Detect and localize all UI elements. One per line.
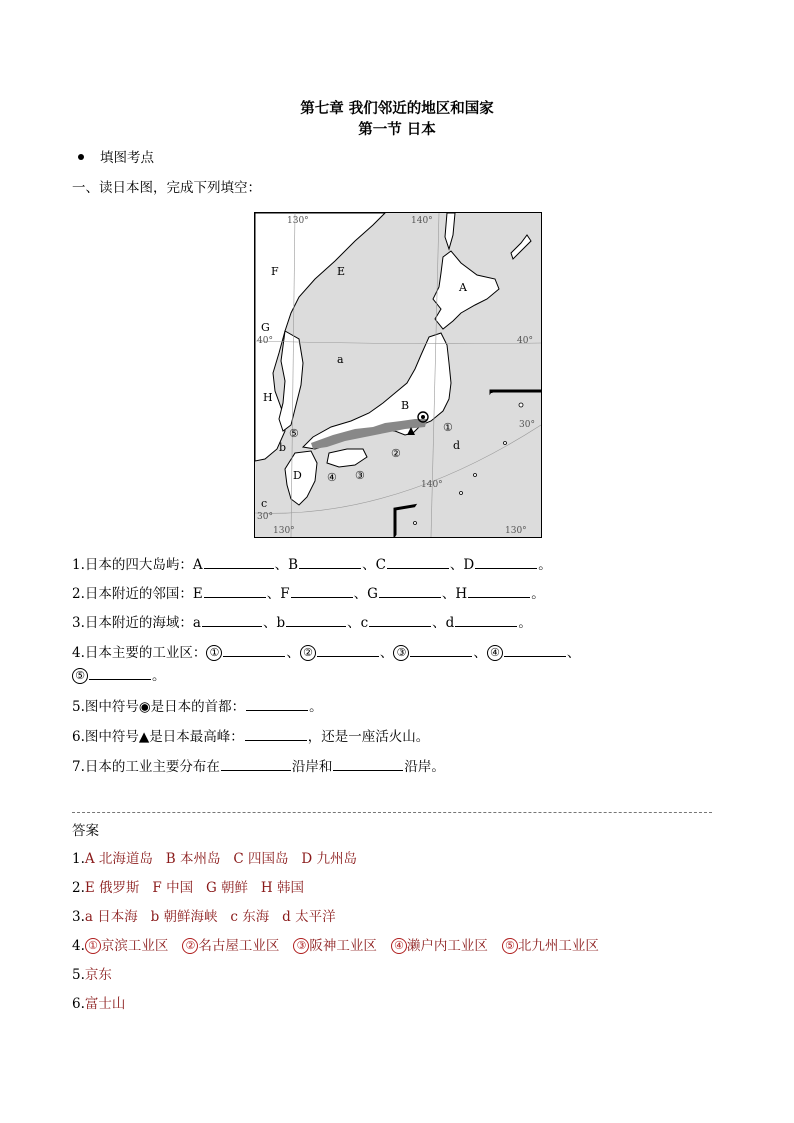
answer-blank[interactable]	[387, 555, 449, 569]
answer-text: E 俄罗斯 F 中国 G 朝鲜 H 韩国	[84, 880, 304, 896]
question-5	[72, 695, 323, 715]
circled-number: ④	[391, 938, 407, 954]
circled-number: ①	[85, 938, 101, 954]
question-7-mid: 沿岸和	[291, 759, 333, 775]
q3-label: c	[360, 615, 369, 631]
answer-blank[interactable]	[204, 555, 274, 569]
circled-number: ⑤	[72, 668, 88, 684]
island-dot	[504, 442, 507, 445]
deg-label: 130°	[505, 526, 527, 536]
answer-text: 名古屋工业区	[198, 938, 280, 954]
answer-blank[interactable]	[379, 584, 441, 598]
answers-heading: 答案	[72, 823, 99, 839]
japan-map-svg	[255, 213, 541, 537]
map-label-A: A	[459, 281, 467, 294]
map-label-D: D	[293, 469, 302, 482]
map-label-c: c	[261, 497, 268, 510]
answer-blank[interactable]	[246, 697, 308, 711]
answer-blank[interactable]	[89, 666, 151, 680]
answer-text: a 日本海 b 朝鲜海峡 c 东海 d 太平洋	[84, 909, 336, 925]
answer-5	[72, 963, 112, 983]
answer-blank[interactable]	[299, 555, 361, 569]
q3-end: 。	[518, 615, 532, 631]
question-6	[72, 725, 429, 745]
capital-symbol-icon: ◉	[138, 699, 151, 715]
answer-num: 1.	[72, 851, 85, 867]
answer-blank[interactable]	[333, 757, 403, 771]
circled-number: ③	[293, 938, 309, 954]
question-1: 1.日本的四大岛屿：A 、B 、C 、D 。	[72, 557, 552, 573]
q2-label: H	[455, 586, 468, 602]
answer-blank[interactable]	[475, 555, 537, 569]
map-label-b: b	[279, 441, 287, 454]
answer-num: 6.	[72, 996, 85, 1012]
answer-6	[72, 992, 125, 1012]
answer-blank[interactable]	[317, 643, 379, 657]
q1-label: B	[288, 557, 299, 573]
question-3: 3.日本附近的海域：a 、b 、c 、d 。	[72, 615, 532, 631]
circled-number: ②	[182, 938, 198, 954]
bullet-heading-row	[78, 146, 154, 166]
answer-2	[72, 876, 304, 896]
answer-3	[72, 905, 336, 925]
question-6-mid: ，还是一座活火山。	[307, 729, 430, 745]
map-label-B: B	[401, 399, 410, 412]
q1-label: A	[192, 557, 203, 573]
deg-label: 30°	[519, 420, 535, 430]
answer-blank[interactable]	[202, 613, 262, 627]
q1-label: C	[375, 557, 386, 573]
q1-end: 。	[538, 557, 552, 573]
question-7-end: 沿岸。	[404, 759, 445, 775]
answer-blank[interactable]	[455, 613, 517, 627]
answer-text: 京滨工业区	[100, 938, 169, 954]
q2-end: 。	[531, 586, 545, 602]
answer-blank[interactable]	[291, 584, 353, 598]
section-title: 第一节 日本	[358, 122, 436, 138]
map-label-2: ②	[391, 447, 401, 460]
answer-num: 2.	[72, 880, 85, 896]
q1-label: D	[463, 557, 475, 573]
map-label-d: d	[453, 439, 461, 452]
question-5-text: 5.图中符号	[72, 699, 139, 715]
map-label-E: E	[337, 265, 346, 278]
chapter-title: 第七章 我们邻近的地区和国家	[300, 101, 494, 117]
bullet-heading: 填图考点	[100, 150, 154, 166]
question-7	[72, 755, 445, 775]
circled-number: ⑤	[502, 938, 518, 954]
bullet-icon	[78, 154, 84, 160]
circled-number: ②	[300, 645, 316, 661]
map-label-4: ④	[327, 471, 337, 484]
circled-number: ③	[393, 645, 409, 661]
q2-label: G	[367, 586, 378, 602]
peak-triangle-icon: ▲	[138, 729, 150, 745]
deg-label: 40°	[257, 336, 273, 346]
q2-label: F	[280, 586, 290, 602]
japan-map	[254, 212, 542, 538]
answer-text: A 北海道岛 B 本州岛 C 四国岛 D 九州岛	[84, 851, 357, 867]
deg-label: 30°	[257, 512, 273, 522]
deg-label: 140°	[421, 480, 443, 490]
divider	[72, 812, 712, 813]
q3-label: a	[192, 615, 201, 631]
map-label-H: H	[263, 391, 273, 404]
map-label-G: G	[261, 321, 270, 334]
deg-label: 130°	[273, 526, 295, 536]
answer-text: 濑户内工业区	[406, 938, 488, 954]
deg-label: 40°	[517, 336, 533, 346]
map-label-5: ⑤	[289, 427, 299, 440]
answer-num: 5.	[72, 967, 85, 983]
circled-number: ①	[206, 645, 222, 661]
q3-label: d	[445, 615, 455, 631]
answer-blank[interactable]	[204, 584, 266, 598]
answer-text: 北九州工业区	[517, 938, 599, 954]
answer-blank[interactable]	[221, 757, 291, 771]
answer-blank[interactable]	[369, 613, 431, 627]
answer-text: 富士山	[84, 996, 126, 1012]
island-dot	[460, 492, 463, 495]
deg-label: 140°	[411, 216, 433, 226]
question-5-text-b: 是日本的首都：	[150, 699, 246, 715]
answer-4	[72, 934, 599, 954]
question-4-prefix: 4.日本主要的工业区：	[72, 645, 207, 661]
question-4-line2: ⑤ 。	[72, 664, 166, 684]
deg-label: 130°	[287, 216, 309, 226]
map-label-F: F	[271, 265, 279, 278]
answer-text: 京东	[84, 967, 112, 983]
circled-number: ④	[487, 645, 503, 661]
question-6-text-b: 是日本最高峰：	[149, 729, 244, 745]
island-dot	[519, 403, 523, 407]
question-4: 4.日本主要的工业区： ① 、 ② 、 ③ 、 ④ 、	[72, 645, 581, 661]
island-dot	[474, 474, 477, 477]
answer-1	[72, 847, 357, 867]
answer-blank[interactable]	[245, 727, 307, 741]
answer-blank[interactable]	[504, 643, 566, 657]
answer-blank[interactable]	[410, 643, 472, 657]
map-label-3: ③	[355, 469, 365, 482]
q5-end: 。	[309, 699, 323, 715]
question-1-prefix: 1.日本的四大岛屿：	[72, 557, 193, 573]
answer-blank[interactable]	[286, 613, 346, 627]
question-7-text: 7.日本的工业主要分布在	[72, 759, 220, 775]
q3-label: b	[276, 615, 286, 631]
island-dot	[414, 522, 417, 525]
question-6-text: 6.图中符号	[72, 729, 139, 745]
answer-text: 阪神工业区	[309, 938, 377, 954]
question-2: 2.日本附近的邻国：E 、F 、G 、H 。	[72, 586, 545, 602]
answer-num: 3.	[72, 909, 85, 925]
question-3-prefix: 3.日本附近的海域：	[72, 615, 193, 631]
question-2-prefix: 2.日本附近的邻国：	[72, 586, 193, 602]
answer-num: 4.	[72, 938, 85, 954]
answer-blank[interactable]	[468, 584, 530, 598]
capital-dot	[421, 415, 425, 419]
answer-blank[interactable]	[223, 643, 285, 657]
map-label-a: a	[337, 353, 344, 366]
question-intro: 一、读日本图，完成下列填空：	[72, 180, 261, 196]
map-label-1: ①	[443, 421, 453, 434]
q2-label: E	[192, 586, 203, 602]
